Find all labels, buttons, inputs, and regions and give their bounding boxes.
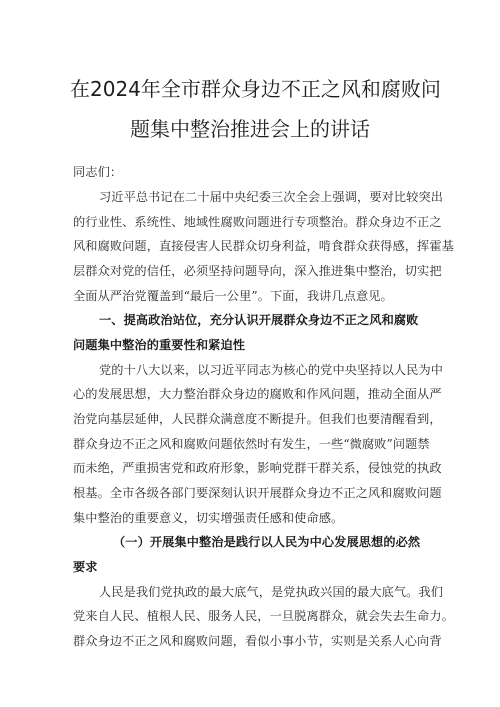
body-line: 集中整治的重要意义，切实增强责任感和使命感。: [73, 511, 344, 525]
document-title-line-2: 题集中整治推进会上的讲话: [130, 117, 370, 141]
body-line: 而未绝，严重损害党和政府形象，影响党群干群关系，侵蚀党的执政: [73, 461, 442, 475]
body-line: 的行业性、系统性、地域性腐败问题进行专项整治。群众身边不正之: [73, 215, 442, 229]
body-line: 风和腐败问题，直接侵害人民群众切身利益，啃食群众获得感，挥霍基: [73, 239, 454, 253]
body-line: 党来自人民、植根人民、服务人民，一旦脱离群众，就会失去生命力。: [73, 609, 454, 623]
section-heading: 一、提高政治站位，充分认识开展群众身边不正之风和腐败: [99, 313, 419, 327]
body-line: 党的十八大以来，以习近平同志为核心的党中央坚持以人民为中: [99, 363, 444, 377]
body-line: 群众身边不正之风和腐败问题依然时有发生，一些“微腐败”问题禁: [73, 437, 430, 451]
body-line: 治党向基层延伸，人民群众满意度不断提升。但我们也要清醒看到，: [73, 412, 442, 426]
body-line: 全面从严治党覆盖到“最后一公里”。下面，我讲几点意见。: [73, 289, 393, 303]
subsection-heading-cont: 要求: [73, 560, 98, 574]
body-line: 心的发展思想，大力整治群众身边的腐败和作风问题，推动全面从严: [73, 387, 442, 401]
section-heading-cont: 问题集中整治的重要性和紧迫性: [73, 338, 246, 352]
salutation: 同志们：: [73, 165, 123, 179]
body-line: 群众身边不正之风和腐败问题，看似小事小节，实则是关系人心向背: [73, 634, 442, 648]
body-line: 根基。全市各级各部门要深刻认识开展群众身边不正之风和腐败问题: [73, 486, 442, 500]
subsection-heading: （一）开展集中整治是践行以人民为中心发展思想的必然: [113, 535, 421, 549]
body-line: 层群众对党的信任，必须坚持问题导向，深入推进集中整治，切实把: [73, 264, 442, 278]
document-title-line-1: 在2024年全市群众身边不正之风和腐败问: [70, 77, 441, 101]
body-line: 习近平总书记在二十届中央纪委三次全会上强调，要对比较突出: [99, 190, 444, 204]
body-line: 人民是我们党执政的最大底气，是党执政兴国的最大底气。我们: [99, 585, 444, 599]
